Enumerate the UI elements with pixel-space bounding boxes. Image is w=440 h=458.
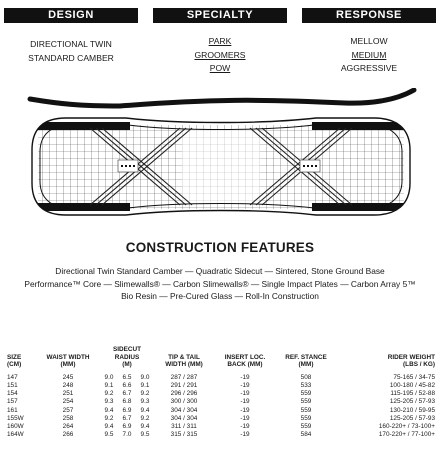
- table-cell: 100-180 / 45-82: [389, 381, 435, 389]
- specs-body: [6, 374, 436, 440]
- table-cell: -19: [240, 381, 250, 389]
- col-insert-loc: INSERT LOC. BACK (MM): [224, 353, 266, 369]
- snowboard-illustration: [0, 88, 440, 238]
- design-shape: DIRECTIONAL TWIN: [30, 39, 112, 49]
- table-cell: 6.9: [122, 423, 132, 430]
- table-cell: 6.7: [122, 414, 132, 422]
- table-cell: 9.2: [104, 414, 114, 422]
- table-cell: 164W: [7, 431, 24, 439]
- specialty-header: SPECIALTY: [153, 8, 287, 23]
- table-cell: 559: [300, 423, 312, 430]
- table-cell: 160-220+ / 73-100+: [378, 423, 435, 430]
- table-cell: 130-210 / 59-95: [389, 406, 435, 414]
- table-cell: 9.2: [140, 390, 150, 398]
- table-row: [6, 398, 436, 406]
- specialty-pow: POW: [209, 63, 231, 73]
- table-cell: 9.4: [140, 423, 150, 430]
- design-values: [4, 37, 138, 65]
- feature-line: Bio Resin — Pre-Cured Glass — Roll-In Construction: [121, 291, 319, 301]
- table-cell: 533: [300, 381, 312, 389]
- table-cell: -19: [240, 398, 250, 406]
- table-cell: 125-205 / 57-93: [389, 414, 435, 422]
- specialty-groomers: GROOMERS: [194, 49, 246, 60]
- design-header: DESIGN: [4, 8, 138, 23]
- table-cell: 160W: [7, 423, 24, 430]
- table-cell: 170-220+ / 77-100+: [378, 431, 435, 439]
- table-cell: 154: [7, 390, 18, 398]
- table-cell: -19: [240, 390, 250, 398]
- table-cell: 9.1: [104, 381, 114, 389]
- response-values: [302, 35, 436, 76]
- table-cell: 559: [300, 390, 312, 398]
- table-cell: 7.0: [122, 431, 132, 439]
- table-row: [6, 390, 436, 398]
- table-cell: 157: [7, 398, 18, 406]
- table-cell: 9.1: [140, 381, 150, 389]
- response-mellow: MELLOW: [350, 36, 388, 46]
- table-cell: -19: [240, 414, 250, 422]
- table-cell: 147: [7, 373, 18, 381]
- table-cell: 304 / 304: [170, 406, 198, 414]
- feature-line: Performance™ Core — Slimewalls® — Carbon Slimewalls® — Single Impact Plates — Carbon Array 5™: [24, 278, 416, 289]
- table-cell: 300 / 300: [170, 398, 198, 406]
- table-cell: 9.0: [140, 373, 150, 381]
- table-cell: 257: [62, 406, 74, 414]
- table-cell: 9.4: [104, 406, 114, 414]
- construction-title: CONSTRUCTION FEATURES: [125, 240, 315, 255]
- table-cell: 9.4: [140, 406, 150, 414]
- response-medium: MEDIUM: [351, 49, 387, 60]
- table-cell: 304 / 304: [170, 414, 198, 422]
- table-cell: 315 / 315: [170, 431, 198, 439]
- table-cell: 125-205 / 57-93: [389, 398, 435, 406]
- table-cell: 75-165 / 34-75: [393, 373, 435, 381]
- table-row: [6, 374, 436, 382]
- design-profile: STANDARD CAMBER: [28, 53, 114, 63]
- col-size: SIZE (CM): [7, 353, 22, 369]
- table-cell: 291 / 291: [170, 381, 198, 389]
- board-topview: [32, 118, 410, 215]
- table-cell: 6.7: [122, 390, 132, 398]
- table-cell: 155W: [7, 414, 24, 422]
- table-row: [6, 407, 436, 415]
- table-row: [6, 431, 436, 439]
- table-cell: 151: [7, 381, 18, 389]
- table-cell: 559: [300, 406, 312, 414]
- table-cell: 508: [300, 373, 312, 381]
- table-cell: 9.3: [140, 398, 150, 406]
- table-cell: 258: [62, 414, 74, 422]
- table-cell: -19: [240, 431, 250, 439]
- table-cell: 9.5: [140, 431, 150, 439]
- table-cell: 264: [62, 423, 74, 430]
- table-cell: 115-195 / 52-88: [390, 390, 435, 398]
- table-cell: 9.3: [104, 398, 114, 406]
- table-cell: 6.8: [122, 398, 132, 406]
- table-cell: 251: [62, 390, 74, 398]
- board-profile: [30, 90, 414, 106]
- table-cell: -19: [240, 406, 250, 414]
- table-row: [6, 382, 436, 390]
- col-rider-weight: RIDER WEIGHT (LBS / KG): [387, 353, 435, 369]
- table-cell: 311 / 311: [171, 423, 197, 430]
- table-cell: -19: [240, 423, 250, 430]
- col-sidecut-radius: SIDECUT RADIUS (M): [112, 346, 142, 369]
- specs-table: [6, 346, 436, 439]
- table-cell: 9.5: [104, 431, 114, 439]
- table-cell: 6.6: [122, 381, 132, 389]
- table-cell: 161: [7, 406, 18, 414]
- col-ref-stance: REF. STANCE (MM): [285, 353, 327, 369]
- construction-features: [0, 265, 440, 303]
- table-cell: 254: [62, 398, 74, 406]
- table-cell: 559: [300, 414, 312, 422]
- table-cell: -19: [240, 373, 250, 381]
- specs-header-row: [6, 346, 436, 374]
- response-header: RESPONSE: [302, 8, 436, 23]
- feature-line: Directional Twin Standard Camber — Quadratic Sidecut — Sintered, Stone Ground Base: [55, 266, 385, 276]
- col-tip-tail: TIP & TAIL WIDTH (MM): [165, 353, 203, 369]
- table-cell: 287 / 287: [170, 373, 198, 381]
- table-cell: 584: [300, 431, 312, 439]
- table-cell: 248: [62, 381, 74, 389]
- table-cell: 9.2: [140, 414, 150, 422]
- table-cell: 9.0: [104, 373, 114, 381]
- table-cell: 9.2: [104, 390, 114, 398]
- table-row: [6, 423, 436, 431]
- specialty-values: [153, 35, 287, 76]
- table-cell: 296 / 296: [170, 390, 198, 398]
- specialty-park: PARK: [208, 36, 232, 46]
- table-cell: 559: [300, 398, 312, 406]
- table-cell: 266: [62, 431, 74, 439]
- table-cell: 245: [62, 373, 74, 381]
- table-row: [6, 415, 436, 423]
- col-waist-width: WAIST WIDTH (MM): [46, 353, 90, 369]
- response-aggressive: AGGRESSIVE: [340, 63, 398, 73]
- table-cell: 6.5: [122, 373, 132, 381]
- table-cell: 6.9: [122, 406, 132, 414]
- table-cell: 9.4: [104, 423, 114, 430]
